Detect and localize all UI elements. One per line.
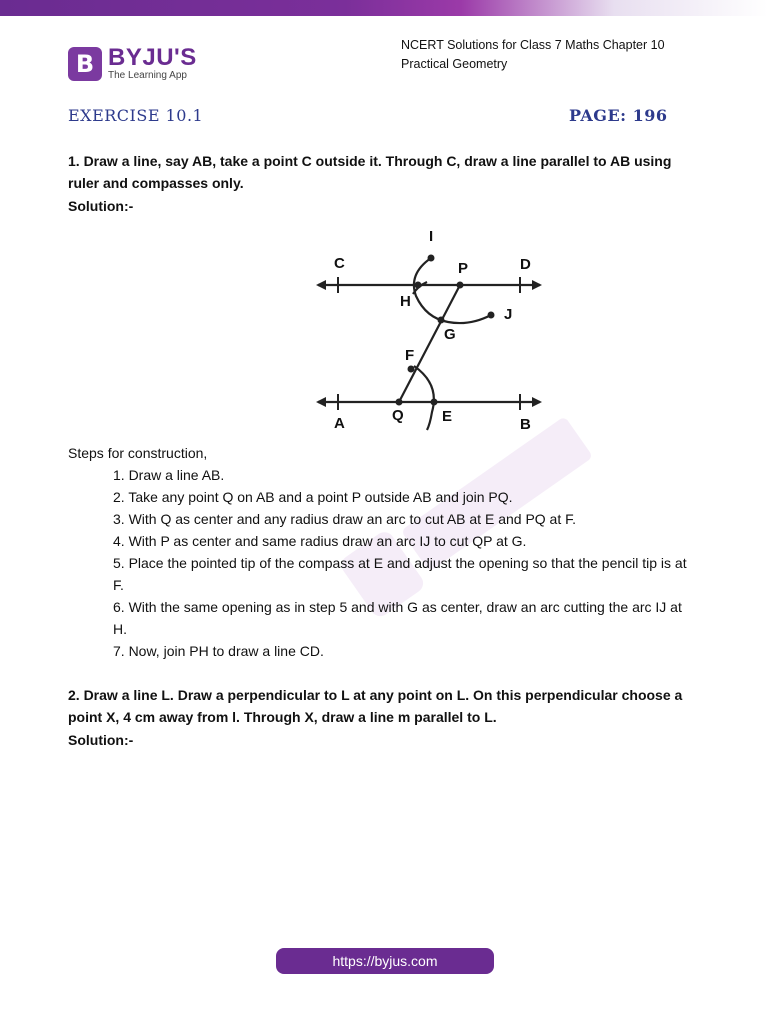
document-header bbox=[401, 36, 665, 74]
byjus-logo bbox=[68, 46, 197, 82]
point-p bbox=[457, 282, 464, 289]
label-c: C bbox=[334, 255, 345, 272]
step-item: 7. Now, join PH to draw a line CD. bbox=[113, 643, 324, 659]
label-q: Q bbox=[392, 407, 404, 424]
step-item: 6. With the same opening as in step 5 and with G as center, draw an arc cutting the arc IJ at H. bbox=[113, 599, 682, 637]
label-j: J bbox=[504, 306, 513, 323]
step-item: 4. With P as center and same radius draw an arc IJ to cut QP at G. bbox=[113, 533, 527, 549]
solution-label-2: Solution:- bbox=[68, 732, 134, 748]
footer-url-link[interactable]: https://byjus.com bbox=[276, 948, 494, 974]
logo-mark-icon: B bbox=[68, 47, 102, 81]
label-h: H bbox=[400, 293, 411, 310]
step-item: 3. With Q as center and any radius draw an arc to cut AB at E and PQ at F. bbox=[113, 511, 577, 527]
question-2: 2. Draw a line L. Draw a perpendicular to L at any point on L. On this perpendicular choose a point X, 4 cm away from l. Through X, draw a line m parallel to L. bbox=[68, 687, 683, 725]
step-item: 1. Draw a line AB. bbox=[113, 467, 225, 483]
point-i bbox=[428, 255, 435, 262]
doc-title-line1: NCERT Solutions for Class 7 Maths Chapter 10 bbox=[401, 38, 665, 52]
step-item: 5. Place the pointed tip of the compass at E and adjust the opening so that the pencil tip is at F. bbox=[113, 555, 687, 593]
top-banner bbox=[0, 0, 768, 16]
logo-name: BYJU'S bbox=[108, 44, 197, 71]
steps-list bbox=[113, 464, 693, 662]
logo-tagline: The Learning App bbox=[108, 70, 187, 81]
label-f: F bbox=[405, 347, 415, 364]
arc-ef bbox=[414, 366, 434, 430]
point-h bbox=[415, 282, 422, 289]
solution-label-1: Solution:- bbox=[68, 198, 134, 214]
page-number: PAGE: 196 bbox=[569, 106, 668, 125]
doc-title-line2: Practical Geometry bbox=[401, 57, 508, 71]
construction-figure bbox=[310, 222, 550, 436]
arc-ij bbox=[414, 258, 491, 323]
exercise-title: EXERCISE 10.1 bbox=[68, 106, 204, 125]
point-e bbox=[431, 399, 438, 406]
point-g bbox=[438, 317, 445, 324]
point-j bbox=[488, 312, 495, 319]
label-a: A bbox=[334, 415, 345, 432]
label-d: D bbox=[520, 256, 531, 273]
label-g: G bbox=[444, 326, 456, 343]
label-b: B bbox=[520, 416, 531, 433]
label-i: I bbox=[429, 228, 434, 245]
step-item: 2. Take any point Q on AB and a point P outside AB and join PQ. bbox=[113, 489, 513, 505]
label-e: E bbox=[442, 408, 453, 425]
question-1: 1. Draw a line, say AB, take a point C outside it. Through C, draw a line parallel to AB using ruler and compasses only. bbox=[68, 153, 672, 191]
label-p: P bbox=[458, 260, 469, 277]
steps-heading: Steps for construction, bbox=[68, 445, 208, 461]
point-f bbox=[408, 366, 415, 373]
point-q bbox=[396, 399, 403, 406]
